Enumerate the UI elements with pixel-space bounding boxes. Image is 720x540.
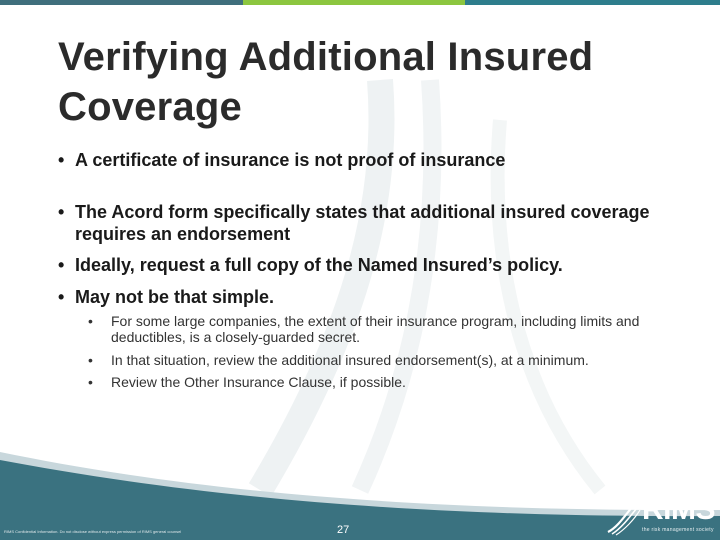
bullet-glyph: • xyxy=(58,202,65,222)
bullet-text: The Acord form specifically states that additional insured coverage requires an endorsement xyxy=(75,202,650,244)
rims-logo-text: RIMS xyxy=(642,493,715,526)
sub-bullet-text: Review the Other Insurance Clause, if possible. xyxy=(111,374,406,390)
sub-bullet-item xyxy=(88,313,691,345)
slide-title-line-1: Verifying Additional Insured xyxy=(58,35,594,79)
bullet-text: May not be that simple. xyxy=(75,287,275,307)
bullet-glyph: • xyxy=(58,287,65,307)
bullet-item xyxy=(58,286,675,308)
bullet-text: A certificate of insurance is not proof of insurance xyxy=(75,150,506,170)
bullet-glyph: • xyxy=(88,313,93,329)
page-number: 27 xyxy=(337,524,350,536)
bullet-glyph: • xyxy=(58,255,65,275)
sub-bullet-text: In that situation, review the additional insured endorsement(s), at a minimum. xyxy=(111,352,589,368)
slide-title xyxy=(58,32,678,132)
bullet-item xyxy=(58,201,675,245)
confidential-notice: RIMS Confidential Information. Do not disclose without express permission of RIMS general counsel xyxy=(4,529,182,534)
bullet-glyph: • xyxy=(88,352,93,368)
top-bar-dark-segment xyxy=(0,0,243,5)
bullet-item xyxy=(58,254,675,276)
bullet-glyph: • xyxy=(58,150,65,170)
bullet-glyph: • xyxy=(88,374,93,390)
sub-bullet-item xyxy=(88,352,691,368)
top-bar-teal-segment xyxy=(465,0,720,5)
top-bar-green-segment xyxy=(243,0,465,5)
bullet-text: Ideally, request a full copy of the Named Insured’s policy. xyxy=(75,255,563,275)
rims-tagline: the risk management society xyxy=(642,527,714,533)
bullet-item xyxy=(58,149,675,171)
sub-bullet-text: For some large companies, the extent of their insurance program, including limits and deductibles, is a closely-guarded secret. xyxy=(111,313,640,345)
top-accent-bar xyxy=(0,0,720,5)
sub-bullet-item xyxy=(88,374,691,390)
slide-title-line-2: Coverage xyxy=(58,85,242,129)
